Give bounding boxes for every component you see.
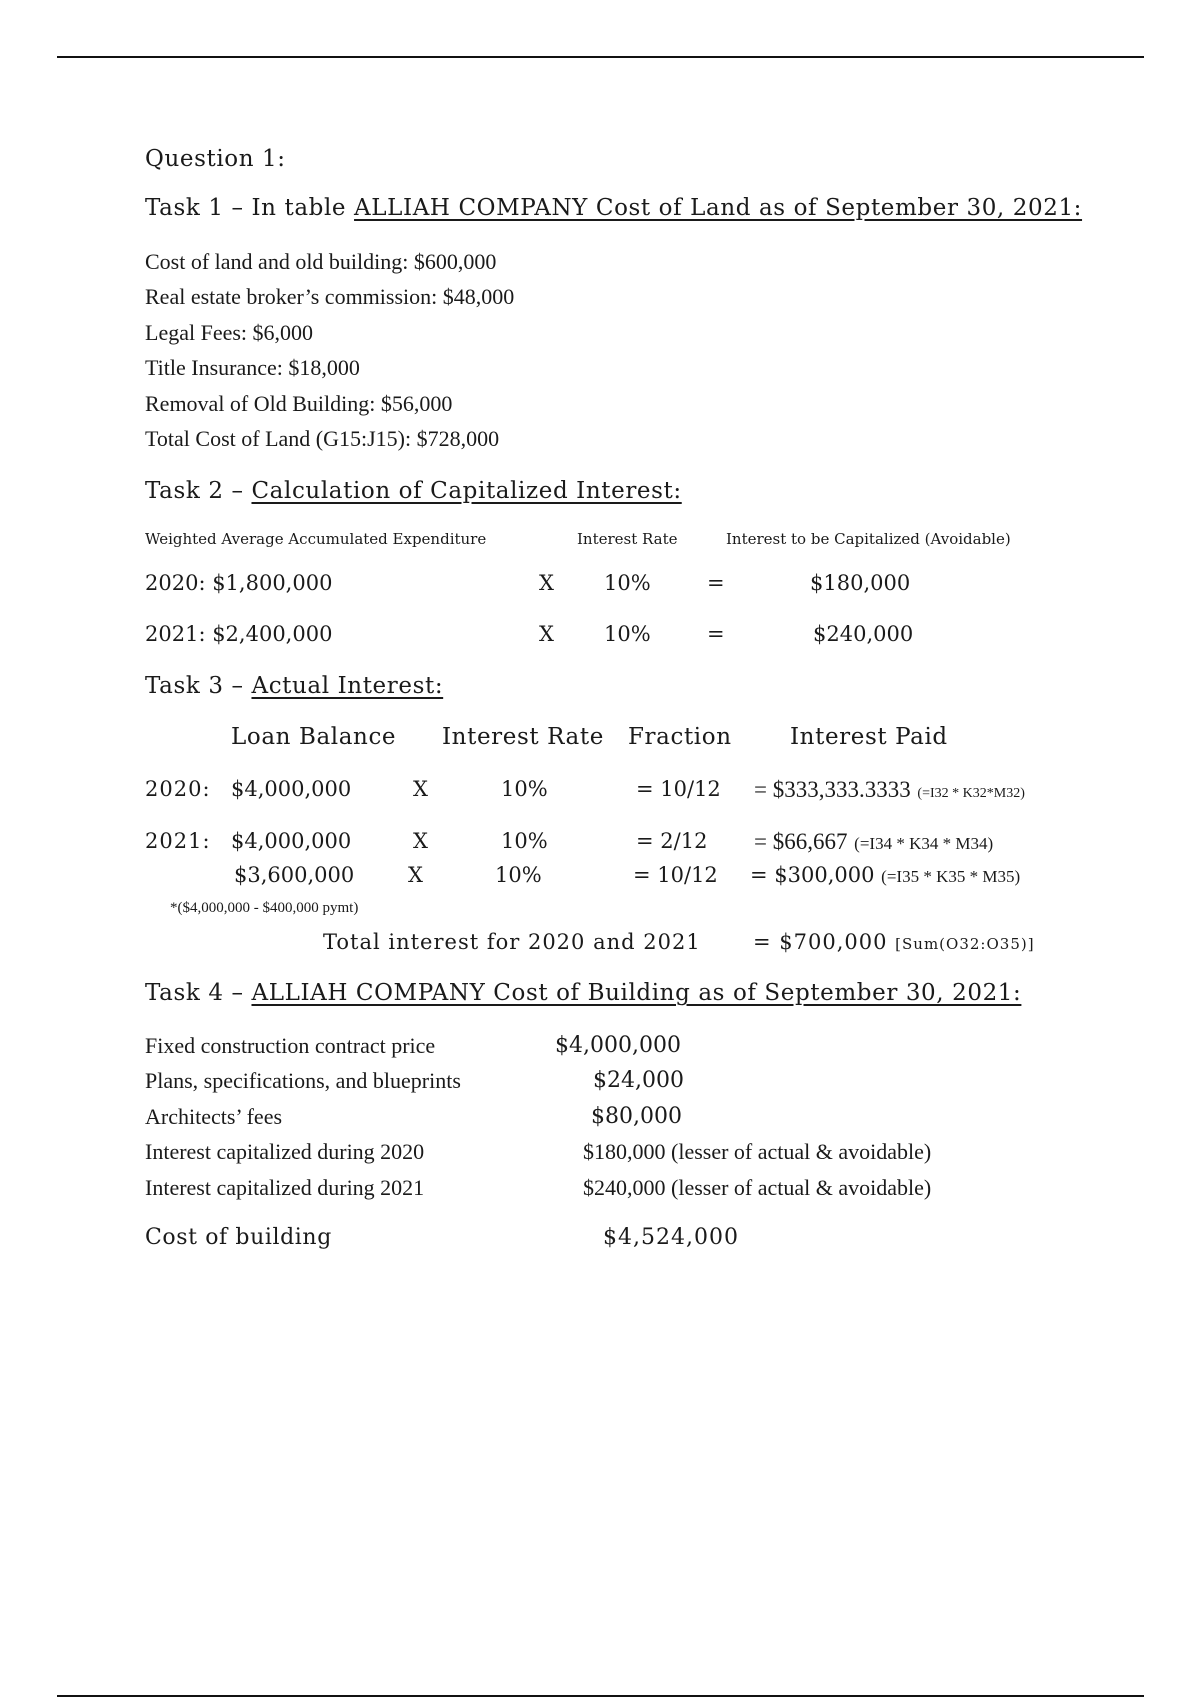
task3-total: [753, 930, 1035, 954]
task2-prefix: Task 2 –: [145, 478, 252, 504]
task4-total-label: Cost of building: [145, 1225, 332, 1250]
task3-row-times: X: [413, 829, 428, 853]
task3-row-paid: [750, 863, 1020, 887]
task2-row-result: $240,000: [813, 622, 914, 646]
task1-line: Cost of land and old building: $600,000: [145, 249, 497, 274]
task3-total-label: Total interest for 2020 and 2021: [323, 930, 701, 954]
task4-item-value: $24,000: [593, 1068, 684, 1093]
task3-row-formula: (=I32 * K32*M32): [917, 786, 1025, 801]
task3-row-loan: $3,600,000: [234, 863, 355, 887]
task1-heading: [145, 195, 1082, 221]
task3-title: Actual Interest:: [251, 673, 444, 699]
task4-item-label: Architects’ fees: [145, 1104, 283, 1129]
task3-row-formula: (=I34 * K34 * M34): [854, 834, 994, 853]
task2-title: Calculation of Capitalized Interest:: [251, 478, 682, 504]
task2-row-eq: =: [707, 571, 725, 595]
task3-header-rate: Interest Rate: [442, 724, 604, 750]
task2-row-rate: 10%: [604, 571, 651, 595]
task3-heading: [145, 673, 443, 699]
task3-row-year: 2020:: [145, 777, 211, 801]
task2-row-times: X: [539, 622, 554, 646]
task1-line: Legal Fees: $6,000: [145, 320, 314, 345]
task3-row-paid-value: = $300,000: [750, 863, 875, 887]
task3-header-loan: Loan Balance: [231, 724, 397, 750]
task3-header-paid: Interest Paid: [790, 724, 948, 750]
task4-total-value: $4,524,000: [603, 1225, 739, 1250]
task2-row-label: 2020: $1,800,000: [145, 571, 333, 595]
task3-header-fraction: Fraction: [628, 724, 732, 750]
task3-row-times: X: [413, 777, 428, 801]
task4-item-label: Fixed construction contract price: [145, 1033, 436, 1058]
bottom-rule: [57, 1695, 1144, 1697]
question-heading: Question 1:: [145, 146, 286, 172]
task3-total-formula: [Sum(O32:O35)]: [895, 935, 1035, 953]
task2-row-label: 2021: $2,400,000: [145, 622, 333, 646]
task3-row-rate: 10%: [495, 863, 542, 887]
task4-item-value: $240,000 (lesser of actual & avoidable): [583, 1175, 932, 1200]
task3-note: *($4,000,000 - $400,000 pymt): [170, 900, 359, 916]
top-rule: [57, 56, 1144, 58]
task1-prefix: Task 1 – In table: [145, 195, 355, 221]
task3-total-value: = $700,000: [753, 930, 888, 954]
task3-row-fraction: = 10/12: [636, 777, 721, 801]
task4-title: ALLIAH COMPANY Cost of Building as of September 30, 2021:: [251, 980, 1022, 1006]
task1-line: Title Insurance: $18,000: [145, 355, 360, 380]
task4-heading: [145, 980, 1021, 1006]
task3-row-paid: [754, 829, 993, 855]
task4-item-label: Interest capitalized during 2020: [145, 1139, 425, 1164]
task3-row-rate: 10%: [501, 829, 548, 853]
task1-line: Total Cost of Land (G15:J15): $728,000: [145, 426, 500, 451]
task3-row-year: 2021:: [145, 829, 211, 853]
task1-line: Removal of Old Building: $56,000: [145, 391, 453, 416]
task3-row-paid-value: = $66,667: [754, 829, 848, 854]
task3-prefix: Task 3 –: [145, 673, 252, 699]
task2-row-times: X: [539, 571, 554, 595]
task4-item-value: $4,000,000: [555, 1033, 681, 1058]
task3-row-loan: $4,000,000: [231, 829, 352, 853]
task3-row-loan: $4,000,000: [231, 777, 352, 801]
task4-prefix: Task 4 –: [145, 980, 252, 1006]
task2-row-result: $180,000: [810, 571, 911, 595]
task4-item-label: Plans, specifications, and blueprints: [145, 1068, 461, 1093]
task3-row-rate: 10%: [501, 777, 548, 801]
task1-line: Real estate broker’s commission: $48,000: [145, 284, 515, 309]
task2-header-capitalized: Interest to be Capitalized (Avoidable): [726, 530, 1011, 548]
task1-title: ALLIAH COMPANY Cost of Land as of September 30, 2021:: [354, 195, 1083, 221]
task3-row-paid: [754, 777, 1025, 803]
task2-header-weighted: Weighted Average Accumulated Expenditure: [145, 530, 487, 548]
task4-item-value: $80,000: [591, 1104, 682, 1129]
task3-row-fraction: = 2/12: [636, 829, 708, 853]
task4-item-label: Interest capitalized during 2021: [145, 1175, 425, 1200]
task3-row-times: X: [408, 863, 423, 887]
task3-row-fraction: = 10/12: [633, 863, 718, 887]
task2-row-rate: 10%: [604, 622, 651, 646]
task2-row-eq: =: [707, 622, 725, 646]
task4-item-value: $180,000 (lesser of actual & avoidable): [583, 1139, 932, 1164]
task2-header-rate: Interest Rate: [577, 530, 678, 548]
task3-row-formula: (=I35 * K35 * M35): [881, 867, 1021, 886]
task3-row-paid-value: = $333,333.3333: [754, 777, 911, 802]
task2-heading: [145, 478, 682, 504]
